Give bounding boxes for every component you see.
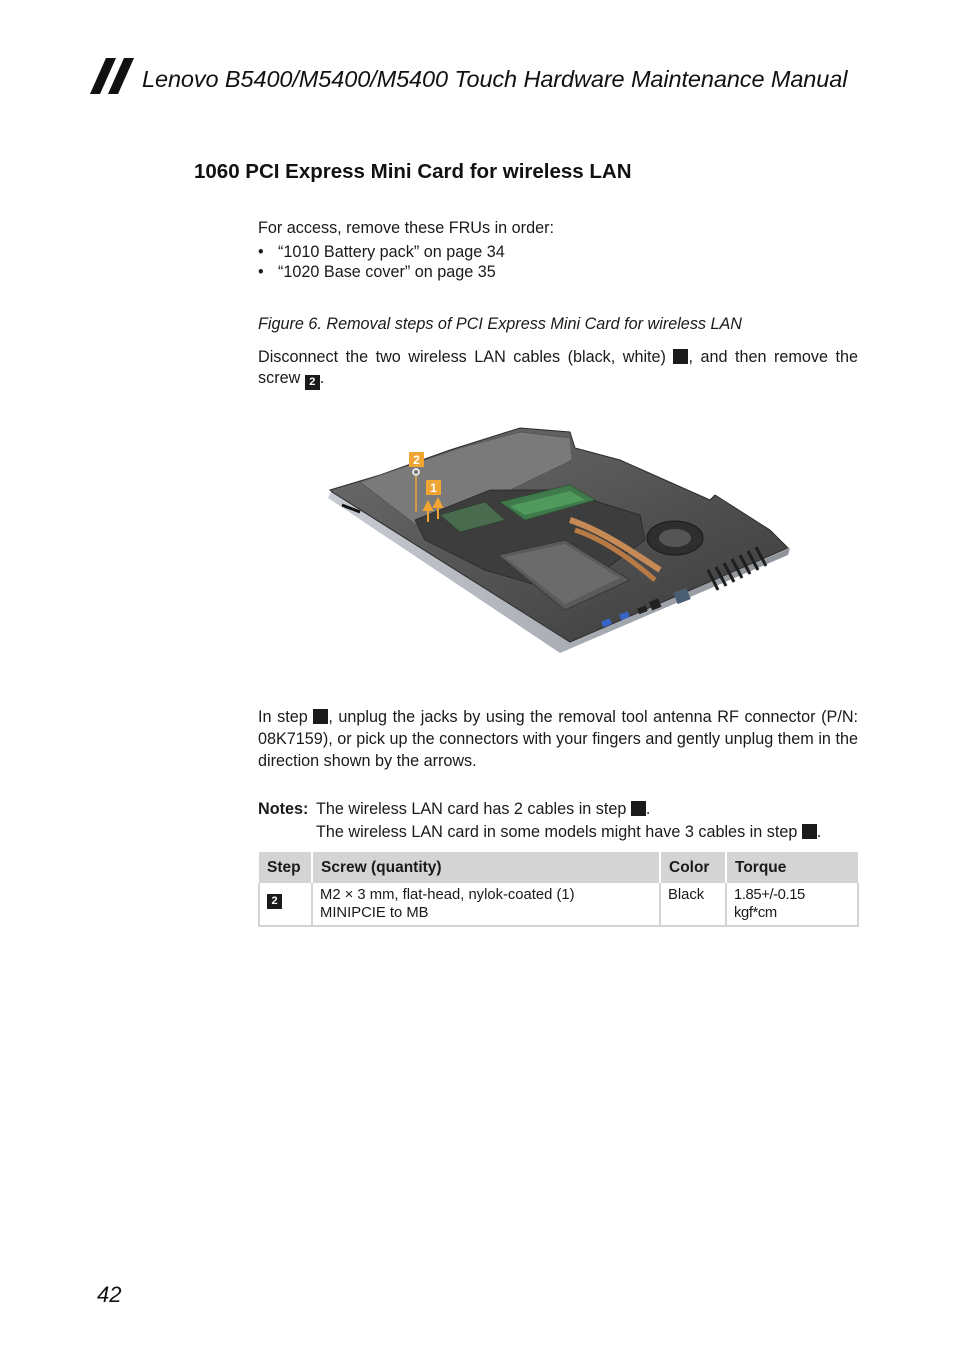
header-slash-logo-icon <box>90 58 134 94</box>
access-intro: For access, remove these FRUs in order: <box>258 219 554 237</box>
note-line-2: The wireless LAN card in some models might have 3 cables in step . <box>316 823 822 841</box>
table-cell-color: Black <box>660 883 726 926</box>
table-cell-step <box>259 883 312 926</box>
note-line-1: The wireless LAN card has 2 cables in step . <box>316 800 651 818</box>
step-marker-1 <box>673 349 688 364</box>
table-row <box>259 883 858 926</box>
table-header-screw: Screw (quantity) <box>312 852 660 883</box>
unplug-instruction-paragraph <box>258 706 858 772</box>
list-item <box>258 262 505 282</box>
table-header-torque: Torque <box>726 852 858 883</box>
table-header-color: Color <box>660 852 726 883</box>
instruction-text: , unplug the jacks by using the removal tool antenna RF connector (P/N: 08K7159), or pick up the connectors with your fingers and gently unplug them in the direction shown by the arrows. <box>258 708 859 770</box>
fru-link-base-cover[interactable]: “1020 Base cover” on page 35 <box>278 263 496 281</box>
instruction-text: . <box>319 369 325 387</box>
table-header-row <box>259 852 858 883</box>
note-text: The wireless LAN card has 2 cables in step <box>316 800 627 818</box>
instruction-text: Disconnect the two wireless LAN cables (black, white) <box>258 348 666 366</box>
section-title: 1060 PCI Express Mini Card for wireless LAN <box>194 160 632 183</box>
page-number: 42 <box>97 1282 122 1307</box>
screw-spec-table <box>258 852 859 927</box>
step-marker-2: 2 <box>305 375 320 390</box>
figure-caption: Figure 6. Removal steps of PCI Express Mini Card for wireless LAN <box>258 315 742 333</box>
step-marker-1 <box>631 801 646 816</box>
callout-2-label: 2 <box>413 453 420 467</box>
callout-1-label: 1 <box>430 481 437 495</box>
note-text: The wireless LAN card in some models might have 3 cables in step <box>316 823 798 841</box>
instruction-text: In step <box>258 708 308 726</box>
table-header-step: Step <box>259 852 312 883</box>
step-marker-1 <box>313 709 328 724</box>
screw-location-line: MINIPCIE to MB <box>320 905 429 921</box>
step-instruction-paragraph <box>258 347 858 390</box>
table-cell-torque: 1.85+/-0.15 kgf*cm <box>726 883 858 926</box>
header-title: Lenovo B5400/M5400/M5400 Touch Hardware Maintenance Manual <box>142 66 848 92</box>
table-cell-screw <box>312 883 660 926</box>
step-marker-1 <box>802 824 817 839</box>
fru-link-battery-pack[interactable]: “1010 Battery pack” on page 34 <box>278 243 505 261</box>
laptop-bottom-illustration <box>320 420 795 665</box>
screw-spec-line: M2 × 3 mm, flat-head, nylok-coated (1) <box>320 887 575 903</box>
list-item <box>258 242 505 262</box>
fru-list <box>258 242 505 282</box>
instruction-text: , and then remove the screw <box>258 348 859 387</box>
notes-label: Notes: <box>258 800 309 818</box>
step-marker-2: 2 <box>267 894 282 909</box>
